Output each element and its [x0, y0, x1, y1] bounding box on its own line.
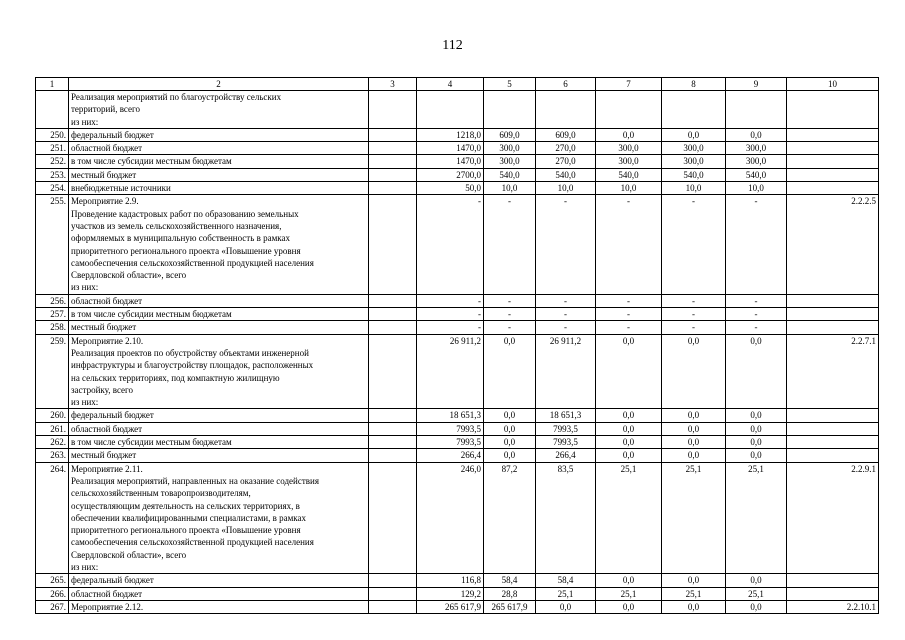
col3-value	[369, 409, 417, 422]
year-value: 58,4	[484, 574, 536, 587]
year-value: 28,8	[484, 587, 536, 600]
total-value: 1218,0	[417, 128, 484, 141]
column-header: 2	[69, 78, 369, 91]
year-value: 0,0	[662, 422, 726, 435]
row-number: 262.	[36, 436, 69, 449]
table-row	[36, 574, 879, 587]
col3-value	[369, 168, 417, 181]
col3-value	[369, 91, 417, 129]
total-value: 7993,5	[417, 436, 484, 449]
year-value: 58,4	[536, 574, 596, 587]
year-value: 540,0	[536, 168, 596, 181]
total-value: 26 911,2	[417, 334, 484, 409]
table-row	[36, 436, 879, 449]
col3-value	[369, 436, 417, 449]
column-header: 3	[369, 78, 417, 91]
year-value: 0,0	[662, 449, 726, 462]
table-row	[36, 462, 879, 574]
year-value: -	[484, 308, 536, 321]
row-name: местный бюджет	[69, 449, 369, 462]
target-code: 2.2.2.5	[787, 195, 879, 294]
total-value: 265 617,9	[417, 600, 484, 613]
year-value: -	[726, 308, 787, 321]
row-name: Реализация мероприятий по благоустройству сельских территорий, всего из них:	[69, 91, 369, 129]
year-value: 0,0	[484, 436, 536, 449]
year-value: -	[536, 294, 596, 307]
total-value: 246,0	[417, 462, 484, 574]
row-number: 260.	[36, 409, 69, 422]
total-value: 129,2	[417, 587, 484, 600]
budget-table	[35, 77, 879, 614]
target-code: 2.2.7.1	[787, 334, 879, 409]
header-row	[36, 78, 879, 91]
col3-value	[369, 182, 417, 195]
col3-value	[369, 600, 417, 613]
col3-value	[369, 587, 417, 600]
year-value: -	[596, 294, 662, 307]
row-number: 251.	[36, 142, 69, 155]
table-row	[36, 334, 879, 409]
col3-value	[369, 195, 417, 294]
row-number: 255.	[36, 195, 69, 294]
year-value: -	[662, 321, 726, 334]
row-number: 252.	[36, 155, 69, 168]
year-value: 0,0	[536, 600, 596, 613]
column-header: 9	[726, 78, 787, 91]
year-value: 300,0	[726, 142, 787, 155]
year-value	[662, 91, 726, 129]
total-value	[417, 91, 484, 129]
total-value: -	[417, 294, 484, 307]
year-value: 540,0	[596, 168, 662, 181]
year-value: 25,1	[536, 587, 596, 600]
year-value: 0,0	[662, 334, 726, 409]
row-number: 259.	[36, 334, 69, 409]
column-header: 10	[787, 78, 879, 91]
year-value: -	[484, 195, 536, 294]
year-value: 540,0	[726, 168, 787, 181]
year-value: -	[662, 195, 726, 294]
year-value: 26 911,2	[536, 334, 596, 409]
row-name: федеральный бюджет	[69, 128, 369, 141]
total-value: -	[417, 195, 484, 294]
year-value: 609,0	[484, 128, 536, 141]
row-number: 257.	[36, 308, 69, 321]
year-value: 300,0	[662, 142, 726, 155]
col3-value	[369, 155, 417, 168]
target-code	[787, 142, 879, 155]
col3-value	[369, 294, 417, 307]
year-value: 25,1	[726, 462, 787, 574]
row-name: областной бюджет	[69, 294, 369, 307]
year-value: -	[536, 321, 596, 334]
total-value: 1470,0	[417, 142, 484, 155]
year-value	[536, 91, 596, 129]
col3-value	[369, 422, 417, 435]
year-value: -	[596, 308, 662, 321]
year-value: 0,0	[662, 409, 726, 422]
year-value: 609,0	[536, 128, 596, 141]
row-name: местный бюджет	[69, 321, 369, 334]
table-row	[36, 182, 879, 195]
year-value: 87,2	[484, 462, 536, 574]
table-row	[36, 142, 879, 155]
target-code: 2.2.9.1	[787, 462, 879, 574]
table-row	[36, 308, 879, 321]
row-number	[36, 91, 69, 129]
target-code	[787, 587, 879, 600]
col3-value	[369, 449, 417, 462]
column-header: 4	[417, 78, 484, 91]
total-value: 2700,0	[417, 168, 484, 181]
year-value: -	[484, 321, 536, 334]
year-value: 10,0	[596, 182, 662, 195]
year-value: 0,0	[726, 334, 787, 409]
target-code: 2.2.10.1	[787, 600, 879, 613]
year-value: 0,0	[726, 449, 787, 462]
total-value: 1470,0	[417, 155, 484, 168]
table-row	[36, 155, 879, 168]
year-value: 0,0	[726, 600, 787, 613]
year-value: 0,0	[726, 574, 787, 587]
row-name: в том числе субсидии местным бюджетам	[69, 308, 369, 321]
target-code	[787, 409, 879, 422]
year-value: 0,0	[484, 449, 536, 462]
year-value: -	[726, 195, 787, 294]
year-value	[484, 91, 536, 129]
row-name: местный бюджет	[69, 168, 369, 181]
row-name: в том числе субсидии местным бюджетам	[69, 436, 369, 449]
year-value: 7993,5	[536, 422, 596, 435]
year-value: 300,0	[726, 155, 787, 168]
row-number: 253.	[36, 168, 69, 181]
row-name: областной бюджет	[69, 422, 369, 435]
col3-value	[369, 321, 417, 334]
row-number: 263.	[36, 449, 69, 462]
column-header: 6	[536, 78, 596, 91]
row-name: областной бюджет	[69, 587, 369, 600]
year-value: 0,0	[596, 600, 662, 613]
row-name: внебюджетные источники	[69, 182, 369, 195]
col3-value	[369, 462, 417, 574]
target-code	[787, 168, 879, 181]
year-value: 25,1	[726, 587, 787, 600]
year-value: 540,0	[662, 168, 726, 181]
table-row	[36, 195, 879, 294]
year-value: 7993,5	[536, 436, 596, 449]
year-value: 25,1	[596, 587, 662, 600]
year-value: 0,0	[726, 422, 787, 435]
year-value: 0,0	[596, 128, 662, 141]
column-header: 7	[596, 78, 662, 91]
table-row	[36, 321, 879, 334]
table-row	[36, 422, 879, 435]
row-name: федеральный бюджет	[69, 409, 369, 422]
total-value: 18 651,3	[417, 409, 484, 422]
year-value: 10,0	[536, 182, 596, 195]
table-row	[36, 294, 879, 307]
year-value: -	[484, 294, 536, 307]
target-code	[787, 294, 879, 307]
row-number: 265.	[36, 574, 69, 587]
table-row	[36, 409, 879, 422]
target-code	[787, 436, 879, 449]
year-value: 300,0	[484, 142, 536, 155]
year-value: 0,0	[596, 574, 662, 587]
col3-value	[369, 142, 417, 155]
year-value: -	[596, 195, 662, 294]
page-number: 112	[442, 38, 463, 53]
year-value: 0,0	[596, 409, 662, 422]
year-value: 300,0	[596, 142, 662, 155]
row-name: Мероприятие 2.11. Реализация мероприятий, направленных на оказание содействия сельскохозяйственным товаропроизводителям, осуществляющим деятельность на сельских территориях, в обеспечении квалифицированными специалистами, в рамках приоритетного регионального проекта «Повышение уровня самообеспечения сельскохозяйственной продукцией населения Свердловской области», всего из них:	[69, 462, 369, 574]
table-row	[36, 449, 879, 462]
year-value	[596, 91, 662, 129]
row-number: 256.	[36, 294, 69, 307]
target-code	[787, 91, 879, 129]
year-value: 25,1	[662, 587, 726, 600]
row-name: Мероприятие 2.9. Проведение кадастровых работ по образованию земельных участков из земель сельскохозяйственного назначения, оформляемых в муниципальную собственность в рамках приоритетного регионального проекта «Повышение уровня самообеспечения сельскохозяйственной продукцией населения Свердловской области», всего из них:	[69, 195, 369, 294]
target-code	[787, 422, 879, 435]
year-value: -	[596, 321, 662, 334]
target-code	[787, 128, 879, 141]
year-value: 0,0	[596, 449, 662, 462]
target-code	[787, 449, 879, 462]
year-value: 0,0	[726, 128, 787, 141]
column-header: 8	[662, 78, 726, 91]
year-value: 10,0	[662, 182, 726, 195]
row-number: 267.	[36, 600, 69, 613]
table-row	[36, 91, 879, 129]
total-value: -	[417, 321, 484, 334]
row-name: Мероприятие 2.10. Реализация проектов по обустройству объектами инженерной инфраструктуры и благоустройству площадок, расположенных на сельских территориях, под компактную жилищную застройку, всего из них:	[69, 334, 369, 409]
target-code	[787, 182, 879, 195]
year-value: 0,0	[662, 128, 726, 141]
target-code	[787, 321, 879, 334]
year-value: 18 651,3	[536, 409, 596, 422]
row-number: 254.	[36, 182, 69, 195]
target-code	[787, 574, 879, 587]
year-value: -	[726, 321, 787, 334]
year-value: 266,4	[536, 449, 596, 462]
total-value: 266,4	[417, 449, 484, 462]
year-value: 10,0	[726, 182, 787, 195]
col3-value	[369, 334, 417, 409]
year-value: -	[536, 195, 596, 294]
table-row	[36, 587, 879, 600]
total-value: 7993,5	[417, 422, 484, 435]
row-name: в том числе субсидии местным бюджетам	[69, 155, 369, 168]
year-value: 300,0	[662, 155, 726, 168]
target-code	[787, 155, 879, 168]
row-number: 266.	[36, 587, 69, 600]
year-value: 0,0	[484, 409, 536, 422]
column-header: 1	[36, 78, 69, 91]
year-value: 265 617,9	[484, 600, 536, 613]
year-value: 300,0	[596, 155, 662, 168]
table-row	[36, 600, 879, 613]
year-value: 0,0	[662, 436, 726, 449]
year-value: 25,1	[662, 462, 726, 574]
year-value: -	[662, 308, 726, 321]
year-value: 270,0	[536, 142, 596, 155]
year-value	[726, 91, 787, 129]
column-header: 5	[484, 78, 536, 91]
row-number: 264.	[36, 462, 69, 574]
year-value: 270,0	[536, 155, 596, 168]
year-value: -	[726, 294, 787, 307]
year-value: 300,0	[484, 155, 536, 168]
year-value: 0,0	[596, 334, 662, 409]
col3-value	[369, 574, 417, 587]
year-value: 0,0	[662, 600, 726, 613]
year-value: 0,0	[596, 436, 662, 449]
year-value: 0,0	[484, 334, 536, 409]
year-value: 0,0	[596, 422, 662, 435]
row-name: Мероприятие 2.12.	[69, 600, 369, 613]
table-row	[36, 168, 879, 181]
total-value: -	[417, 308, 484, 321]
year-value: -	[662, 294, 726, 307]
row-number: 258.	[36, 321, 69, 334]
row-number: 261.	[36, 422, 69, 435]
year-value: 0,0	[662, 574, 726, 587]
total-value: 116,8	[417, 574, 484, 587]
col3-value	[369, 128, 417, 141]
row-number: 250.	[36, 128, 69, 141]
target-code	[787, 308, 879, 321]
year-value: 10,0	[484, 182, 536, 195]
year-value: 0,0	[726, 409, 787, 422]
year-value: 0,0	[726, 436, 787, 449]
table-row	[36, 128, 879, 141]
year-value: -	[536, 308, 596, 321]
year-value: 540,0	[484, 168, 536, 181]
year-value: 0,0	[484, 422, 536, 435]
col3-value	[369, 308, 417, 321]
year-value: 83,5	[536, 462, 596, 574]
row-name: федеральный бюджет	[69, 574, 369, 587]
year-value: 25,1	[596, 462, 662, 574]
row-name: областной бюджет	[69, 142, 369, 155]
total-value: 50,0	[417, 182, 484, 195]
